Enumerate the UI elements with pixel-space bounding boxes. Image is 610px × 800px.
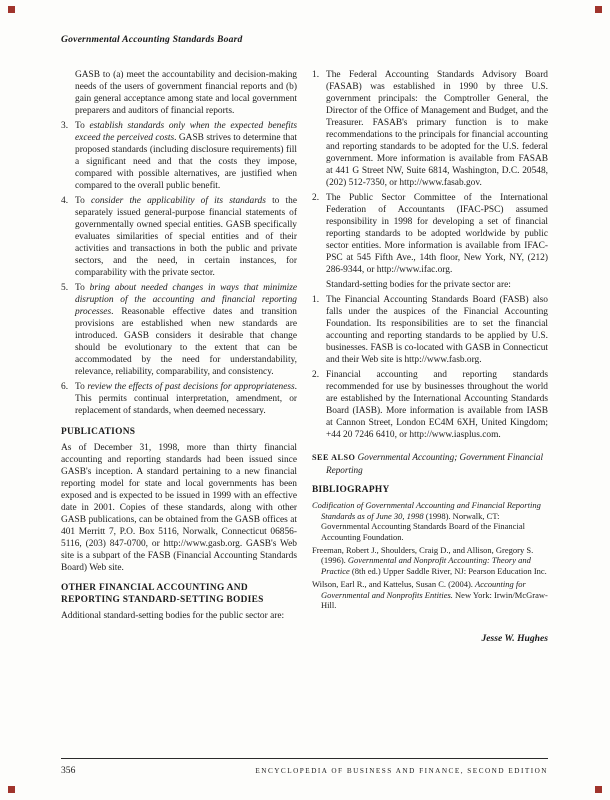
publications-paragraph: As of December 31, 1998, more than thirty financial accounting and reporting standards had been issued since GASB's inception. A standard pertaining to a new financial reporting model for state and local governments has been exposed and is expected to be issued in 1999 with an effective date in 2001. Copies of these standards, along with other GASB publications, can be obtained from the GASB offices at 401 Merritt 7, P.O. Box 5116, Norwalk, Connecticut 06856-5116, (203) 847-0700, or http://www.gasb.org. GASB's Web site is a subpart of the FASB (Financial Accounting Standards Board) Web site. (61, 443, 297, 573)
item-lead: To (75, 121, 90, 131)
item-italic: review the effects of past decisions for appropriateness (87, 382, 295, 392)
list-item-text: The Public Sector Committee of the International Federation of Accountants (IFAC-PSC) assumed responsibility in 1998 for developing a set of financial reporting standards to be adopted worldwide by public sector entities. More information is available from IFAC-PSC at 545 Fifth Ave., 14th floor, New York, NY, (212) 286-9344, or http://www.ifac.org. (326, 193, 548, 275)
list-number: 6. (61, 382, 69, 392)
see-also-references: Governmental Accounting; Government Financial Reporting (326, 452, 543, 475)
publications-heading: PUBLICATIONS (61, 427, 136, 437)
see-also-block (312, 451, 548, 476)
item-lead: To (75, 196, 91, 206)
bibliography-entry-3 (312, 579, 548, 611)
corner-mark-top-left (8, 6, 15, 13)
list-item-4 (61, 195, 297, 279)
list-number: 5. (61, 283, 69, 293)
corner-mark-bottom-right (595, 786, 602, 793)
list-number: 1. (312, 295, 320, 305)
item-rest: . Reasonable effective dates and transition provisions are established when new standards are introduced. GASB considers it desirable that change should be evolutionary to the extent that can be accommodated by the need for understandability, relevance, reliability, comparability, and consistency. (75, 307, 297, 377)
private-list-item-1 (312, 294, 548, 366)
item-italic: bring about needed changes in ways that minimize disruption of the accounting and financial reporting processes (75, 283, 298, 317)
page-footer (61, 758, 548, 776)
bibliography-entry-1 (312, 500, 548, 542)
item-rest: . This permits continual interpretation, amendment, or replacement of standards, when deemed necessary. (75, 382, 297, 416)
item-lead: To (75, 283, 90, 293)
item-italic: consider the applicability of its standards (90, 196, 266, 206)
private-list-item-2 (312, 369, 548, 441)
private-sector-intro: Standard-setting bodies for the private sector are: (326, 280, 511, 290)
column-right (312, 69, 548, 769)
item-lead: To (75, 382, 88, 392)
column-left (61, 69, 297, 769)
list-number: 1. (312, 70, 320, 80)
other-bodies-heading: OTHER FINANCIAL ACCOUNTING AND REPORTING STANDARD-SETTING BODIES (61, 583, 264, 605)
list-item-text: Financial accounting and reporting standards recommended for use by businesses throughout the world are established by the International Accounting Standards Board (IASB). More information is available from IASB at Cannon Street, London EC4M 6XH, United Kingdom; +44 20 7246 6410, or http://www.iasplus.com. (326, 370, 548, 440)
corner-mark-bottom-left (8, 786, 15, 793)
bib-title: Governmental and Nonprofit Accounting: Theory and Practice (321, 555, 531, 577)
bib-title: Accounting for Governmental and Nonprofits Entities. (321, 579, 526, 600)
author-signature: Jesse W. Hughes (481, 632, 548, 644)
list-number: 2. (312, 370, 320, 380)
list-number: 4. (61, 196, 69, 206)
bib-lead: Wilson, Earl R., and Kattelus, Susan C. (2004). (312, 579, 476, 590)
running-head: Governmental Accounting Standards Board (61, 34, 243, 45)
bib-rest: (1998). Norwalk, CT: Governmental Accounting Standards Board of the Financial Accounting Foundation. (321, 510, 525, 542)
list-item-5 (61, 282, 297, 378)
list-item-text (75, 195, 297, 279)
list-item-text (75, 381, 297, 417)
two-column-layout (61, 69, 548, 769)
list-number: 2. (312, 193, 320, 203)
public-list-item-2 (312, 192, 548, 276)
see-also-label: SEE ALSO (312, 453, 356, 462)
list-item-3 (61, 120, 297, 192)
list-item-text: The Financial Accounting Standards Board (FASB) also falls under the auspices of the Financial Accounting Foundation. Its responsibilities are to set the financial accounting and reporting standards to be applied by U.S. businesses. FASB is co-located with GASB in Connecticut and their Web site is http://www.fasb.org. (326, 295, 548, 365)
item-rest: to the separately issued general-purpose financial statements of governmentally owned special entities. GASB specifically evaluates similarities of special entities and of their activities and transactions in both the public and private sectors, and the need, in certain instances, for comparability with the private sector. (75, 196, 298, 278)
bib-lead: Freeman, Robert J., Shoulders, Craig D., and Allison, Gregory S. (1996). (312, 544, 534, 566)
corner-mark-top-right (595, 6, 602, 13)
public-list-item-1 (312, 69, 548, 189)
list-item-6 (61, 381, 297, 417)
bib-title: Codification of Governmental Accounting and Financial Reporting Standards as of June 30, 1998 (312, 500, 541, 521)
bibliography-entry-2 (312, 545, 548, 577)
bibliography-heading: BIBLIOGRAPHY (312, 485, 390, 495)
list-item-text (75, 120, 297, 192)
item-italic: establish standards only when the expected benefits exceed the perceived costs (75, 121, 297, 143)
page-number: 356 (61, 765, 76, 776)
bib-rest: New York: Irwin/McGraw-Hill. (321, 589, 548, 611)
list-item-text (75, 282, 297, 378)
list-item-text: The Federal Accounting Standards Advisory Board (FASAB) was established in 1990 by three U.S. government principals: the Comptroller General, the Director of the Office of Management and Budget, and the Treasurer. FASAB's primary function is to make recommendations to the principals for financial accounting and reporting standards to be adopted for the U.S. federal government. More information is available from FASAB at 441 G Street NW, Suite 6814, Washington, D.C. 20548, (202) 512-7350, or http://www.fasab.gov. (326, 70, 548, 188)
item-rest: . GASB strives to determine that proposed standards (including disclosure requirements) fill a significant need and that the costs they impose, compared with possible alternatives, are justified when compared to the overall public benefit. (75, 133, 298, 191)
other-bodies-intro: Additional standard-setting bodies for the public sector are: (61, 611, 285, 621)
bib-rest: (8th ed.) Upper Saddle River, NJ: Pearson Education Inc. (349, 566, 547, 577)
page-content (61, 34, 548, 769)
continuation-paragraph: GASB to (a) meet the accountability and decision-making needs of the users of government financial reports and (b) gain general acceptance among state and local government preparers and auditors of financial reports. (75, 70, 297, 116)
book-title: ENCYCLOPEDIA OF BUSINESS AND FINANCE, SECOND EDITION (255, 767, 548, 775)
list-number: 3. (61, 121, 69, 131)
